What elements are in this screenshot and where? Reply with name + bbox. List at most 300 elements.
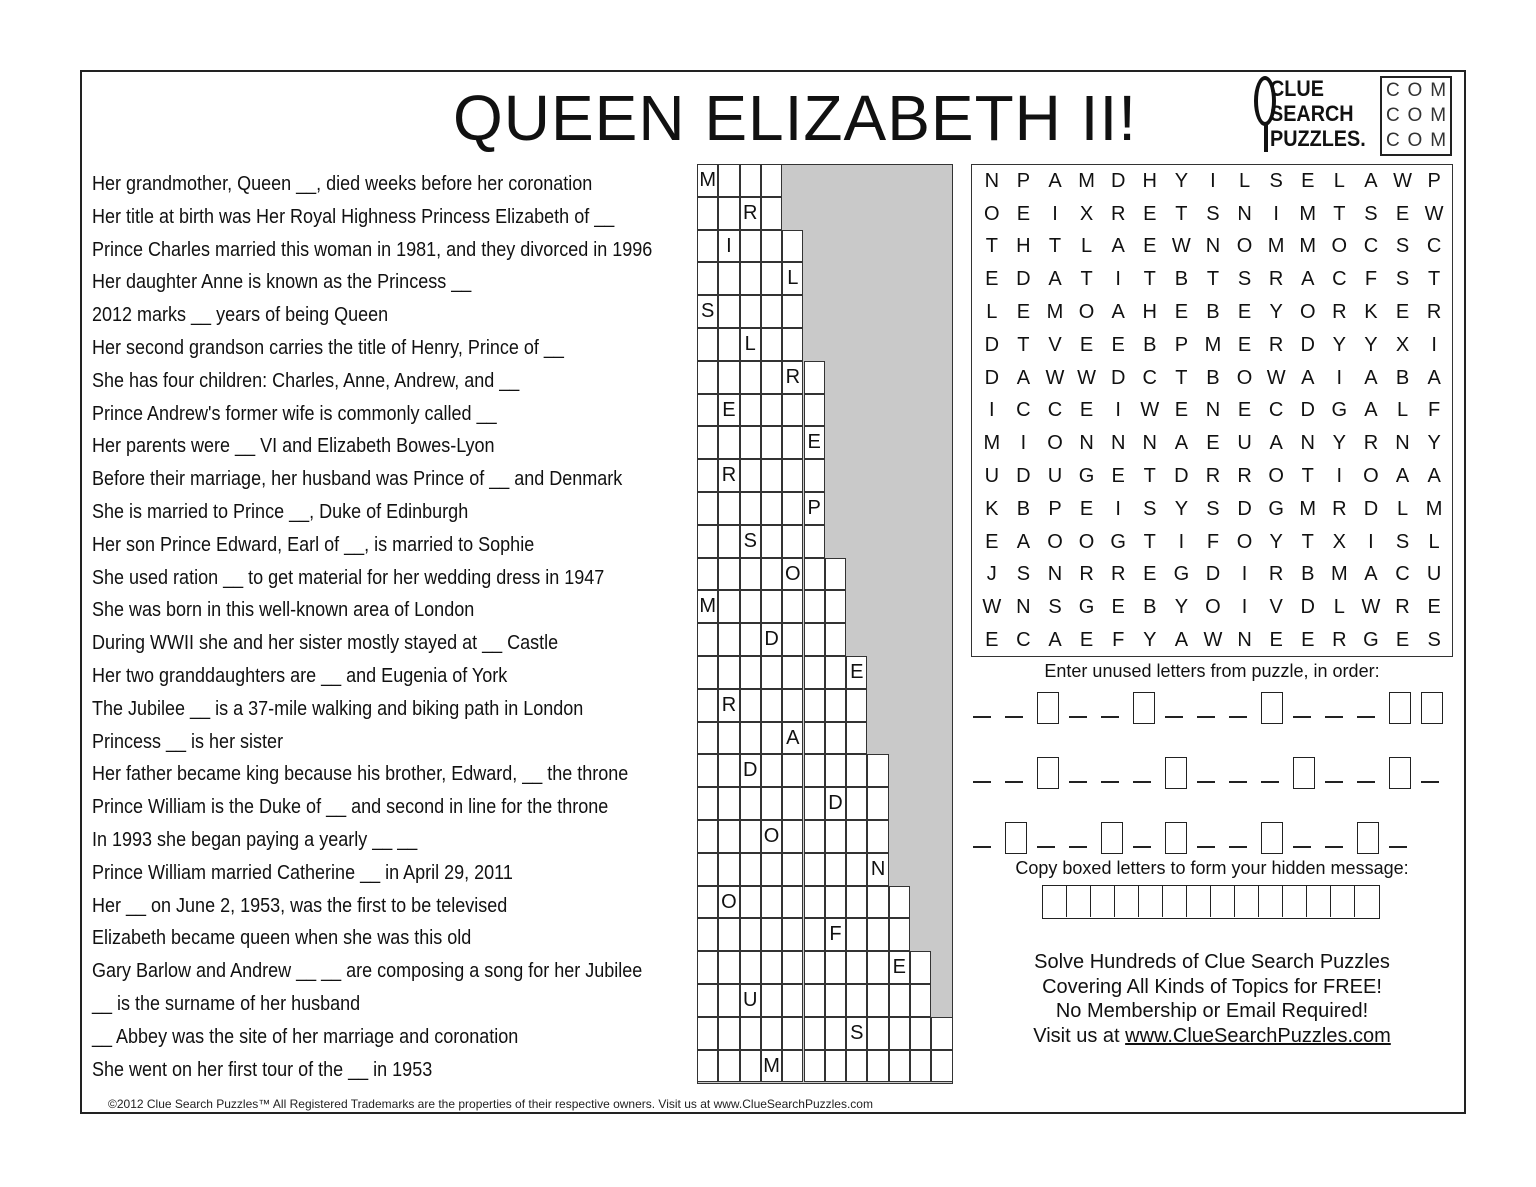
word-search-letter[interactable]: P	[1427, 169, 1441, 192]
word-search-letter[interactable]: E	[1079, 629, 1094, 652]
answer-cell[interactable]	[804, 787, 825, 820]
message-letter-box[interactable]	[1187, 886, 1211, 917]
word-search-letter[interactable]: T	[985, 235, 998, 258]
word-search-letter[interactable]: D	[1237, 497, 1252, 520]
answer-cell[interactable]	[846, 886, 867, 919]
word-search-letter[interactable]: T	[1048, 235, 1062, 258]
answer-cell[interactable]	[867, 918, 888, 951]
answer-cell[interactable]	[697, 918, 718, 951]
answer-cell[interactable]	[910, 1050, 931, 1083]
letter-blank[interactable]	[1197, 846, 1215, 848]
word-search-letter[interactable]: E	[985, 268, 999, 291]
word-search-letter[interactable]: B	[1016, 497, 1031, 520]
answer-cell[interactable]	[697, 262, 718, 295]
message-letter-box[interactable]	[1163, 886, 1187, 917]
word-search-letter[interactable]: E	[1301, 629, 1315, 652]
answer-cell[interactable]	[718, 1050, 739, 1083]
answer-cell[interactable]: R	[718, 459, 739, 492]
boxed-letter-slot[interactable]	[1357, 822, 1379, 854]
answer-cell[interactable]	[782, 951, 803, 984]
letter-blank[interactable]	[1389, 846, 1407, 848]
answer-cell[interactable]	[740, 951, 761, 984]
answer-cell[interactable]	[740, 295, 761, 328]
word-search-letter[interactable]: V	[1269, 596, 1283, 619]
word-search-letter[interactable]: F	[1206, 530, 1220, 553]
boxed-letter-slot[interactable]	[1101, 822, 1123, 854]
answer-cell[interactable]	[889, 918, 910, 951]
letter-blank[interactable]	[1101, 781, 1119, 783]
word-search-letter[interactable]: Y	[1332, 432, 1346, 455]
word-search-letter[interactable]: X	[1332, 530, 1346, 553]
answer-cell[interactable]	[718, 918, 739, 951]
letter-blank[interactable]	[1069, 846, 1087, 848]
word-search-letter[interactable]: T	[1080, 268, 1093, 291]
word-search-letter[interactable]: S	[1395, 235, 1410, 258]
answer-cell[interactable]	[740, 590, 761, 623]
answer-cell[interactable]	[761, 886, 782, 919]
answer-cell[interactable]	[825, 1017, 846, 1050]
answer-cell[interactable]	[740, 689, 761, 722]
word-search-letter[interactable]: P	[1016, 169, 1031, 192]
answer-cell[interactable]	[740, 787, 761, 820]
answer-cell[interactable]: I	[718, 230, 739, 263]
word-search-letter[interactable]: X	[1395, 333, 1410, 356]
answer-cell[interactable]: L	[740, 328, 761, 361]
word-search-letter[interactable]: J	[986, 563, 997, 586]
answer-cell[interactable]	[867, 1050, 888, 1083]
answer-cell[interactable]	[931, 1017, 952, 1050]
answer-cell[interactable]	[825, 754, 846, 787]
word-search-letter[interactable]: C	[1047, 399, 1063, 422]
word-search-letter[interactable]: E	[1016, 202, 1031, 225]
word-search-letter[interactable]: A	[1174, 629, 1189, 652]
answer-cell[interactable]	[697, 722, 718, 755]
word-search-letter[interactable]: B	[1301, 563, 1315, 586]
word-search-letter[interactable]: E	[1143, 202, 1157, 225]
word-search-letter[interactable]: S	[1206, 202, 1220, 225]
answer-cell[interactable]	[740, 492, 761, 525]
word-search-letter[interactable]: K	[1364, 301, 1378, 324]
answer-cell[interactable]	[697, 951, 718, 984]
answer-cell[interactable]	[804, 951, 825, 984]
answer-cell[interactable]	[697, 820, 718, 853]
word-search-letter[interactable]: I	[1336, 465, 1343, 488]
answer-cell[interactable]	[804, 623, 825, 656]
word-search-letter[interactable]: F	[1428, 399, 1441, 422]
answer-cell[interactable]	[718, 426, 739, 459]
answer-cell[interactable]	[782, 853, 803, 886]
answer-cell[interactable]	[697, 984, 718, 1017]
answer-cell[interactable]	[740, 459, 761, 492]
word-search-letter[interactable]: S	[1048, 596, 1062, 619]
answer-cell[interactable]	[718, 754, 739, 787]
answer-cell[interactable]	[804, 525, 825, 558]
boxed-letter-slot[interactable]	[1261, 822, 1283, 854]
word-search-letter[interactable]: L	[1238, 169, 1251, 192]
boxed-letter-slot[interactable]	[1261, 692, 1283, 724]
word-search-letter[interactable]: Y	[1269, 301, 1283, 324]
answer-cell[interactable]: U	[740, 984, 761, 1017]
answer-cell[interactable]	[889, 984, 910, 1017]
word-search-letter[interactable]: U	[1237, 432, 1252, 455]
answer-cell[interactable]	[825, 820, 846, 853]
word-search-letter[interactable]: I	[1115, 497, 1121, 520]
answer-cell[interactable]	[804, 590, 825, 623]
answer-cell[interactable]: P	[804, 492, 825, 525]
word-search-letter[interactable]: D	[1110, 169, 1126, 192]
boxed-letter-slot[interactable]	[1293, 757, 1315, 789]
answer-cell[interactable]	[740, 820, 761, 853]
answer-cell[interactable]	[718, 722, 739, 755]
boxed-letter-slot[interactable]	[1005, 822, 1027, 854]
answer-cell[interactable]	[761, 754, 782, 787]
answer-cell[interactable]	[740, 230, 761, 263]
word-search-letter[interactable]: R	[1237, 465, 1252, 488]
letter-blank[interactable]	[1293, 846, 1311, 848]
answer-cell[interactable]	[740, 918, 761, 951]
word-search-letter[interactable]: O	[1268, 465, 1284, 488]
word-search-letter[interactable]: R	[1268, 333, 1284, 356]
answer-cell[interactable]: S	[697, 295, 718, 328]
answer-cell[interactable]	[697, 886, 718, 919]
word-search-letter[interactable]: E	[1079, 497, 1094, 520]
word-search-letter[interactable]: W	[982, 596, 1002, 619]
answer-cell[interactable]	[761, 558, 782, 591]
word-search-letter[interactable]: O	[1047, 530, 1063, 553]
answer-cell[interactable]: R	[718, 689, 739, 722]
answer-cell[interactable]: N	[867, 853, 888, 886]
answer-cell[interactable]	[761, 394, 782, 427]
word-search-letter[interactable]: E	[1395, 629, 1410, 652]
answer-cell[interactable]	[697, 197, 718, 230]
answer-cell[interactable]	[697, 230, 718, 263]
answer-cell[interactable]	[761, 918, 782, 951]
word-search-letter[interactable]: U	[984, 465, 1000, 488]
answer-cell[interactable]	[804, 689, 825, 722]
answer-cell[interactable]	[718, 295, 739, 328]
word-search-letter[interactable]: I	[1178, 530, 1185, 553]
word-search-letter[interactable]: I	[1020, 432, 1027, 455]
word-search-letter[interactable]: B	[1143, 596, 1157, 619]
word-search-letter[interactable]: D	[1016, 465, 1031, 488]
word-search-letter[interactable]: W	[1203, 629, 1223, 652]
answer-cell[interactable]	[740, 426, 761, 459]
word-search-letter[interactable]: A	[1364, 399, 1378, 422]
word-search-letter[interactable]: T	[1017, 333, 1030, 356]
answer-cell[interactable]	[804, 394, 825, 427]
answer-cell[interactable]	[697, 623, 718, 656]
answer-cell[interactable]	[782, 295, 803, 328]
answer-cell[interactable]	[804, 459, 825, 492]
word-search-letter[interactable]: H	[1142, 301, 1157, 324]
word-search-letter[interactable]: Y	[1427, 432, 1441, 455]
word-search-letter[interactable]: E	[1143, 235, 1157, 258]
answer-cell[interactable]	[697, 689, 718, 722]
word-search-letter[interactable]: F	[1364, 268, 1378, 291]
letter-blank[interactable]	[1101, 716, 1119, 718]
answer-cell[interactable]	[804, 853, 825, 886]
word-search-letter[interactable]: C	[1332, 268, 1347, 291]
word-search-letter[interactable]: B	[1206, 301, 1220, 324]
word-search-letter[interactable]: N	[1079, 432, 1094, 455]
answer-cell[interactable]	[761, 459, 782, 492]
word-search-letter[interactable]: A	[1174, 432, 1189, 455]
message-letter-box[interactable]	[1235, 886, 1259, 917]
answer-cell[interactable]	[825, 1050, 846, 1083]
word-search-letter[interactable]: L	[986, 301, 998, 324]
answer-cell[interactable]	[846, 689, 867, 722]
word-search-letter[interactable]: W	[1140, 399, 1160, 422]
word-search-letter[interactable]: A	[1364, 366, 1378, 389]
answer-cell[interactable]	[846, 918, 867, 951]
word-search-letter[interactable]: Y	[1143, 629, 1157, 652]
word-search-letter[interactable]: A	[1427, 366, 1441, 389]
word-search-letter[interactable]: K	[985, 497, 999, 520]
word-search-letter[interactable]: T	[1143, 268, 1156, 291]
word-search-letter[interactable]: A	[1048, 629, 1062, 652]
word-search-letter[interactable]: N	[1300, 432, 1315, 455]
boxed-letter-slot[interactable]	[1389, 757, 1411, 789]
answer-cell[interactable]	[910, 1017, 931, 1050]
word-search-letter[interactable]: I	[1273, 202, 1279, 225]
word-search-letter[interactable]: E	[1269, 629, 1283, 652]
word-search-letter[interactable]: M	[1330, 563, 1348, 586]
answer-cell[interactable]	[782, 1017, 803, 1050]
answer-cell[interactable]	[718, 525, 739, 558]
answer-cell[interactable]	[825, 886, 846, 919]
letter-blank[interactable]	[1261, 781, 1279, 783]
word-search-letter[interactable]: D	[1300, 333, 1315, 356]
word-search-letter[interactable]: R	[1110, 563, 1126, 586]
word-search-letter[interactable]: I	[1241, 563, 1248, 586]
word-search-letter[interactable]: E	[1427, 596, 1441, 619]
word-search-letter[interactable]: R	[1079, 563, 1094, 586]
letter-blank[interactable]	[973, 846, 991, 848]
word-search-letter[interactable]: R	[1268, 268, 1284, 291]
word-search-letter[interactable]: E	[985, 530, 999, 553]
word-search-letter[interactable]: L	[1333, 596, 1345, 619]
word-search-letter[interactable]: R	[1332, 301, 1347, 324]
word-search-letter[interactable]: O	[1236, 530, 1253, 553]
word-search-letter[interactable]: I	[1336, 366, 1343, 389]
answer-cell[interactable]	[782, 656, 803, 689]
answer-cell[interactable]	[740, 623, 761, 656]
word-search-letter[interactable]: T	[1143, 465, 1156, 488]
answer-cell[interactable]	[846, 853, 867, 886]
answer-cell[interactable]	[761, 984, 782, 1017]
answer-cell[interactable]	[867, 1017, 888, 1050]
answer-cell[interactable]	[761, 722, 782, 755]
word-search-letter[interactable]: C	[1426, 235, 1442, 258]
answer-cell[interactable]	[697, 525, 718, 558]
answer-cell[interactable]	[825, 951, 846, 984]
answer-cell[interactable]	[697, 492, 718, 525]
word-search-letter[interactable]: W	[1361, 596, 1381, 619]
answer-cell[interactable]	[804, 886, 825, 919]
answer-cell[interactable]	[846, 754, 867, 787]
boxed-letter-slot[interactable]	[1037, 692, 1059, 724]
word-search-letter[interactable]: Y	[1332, 333, 1346, 356]
word-search-letter[interactable]: T	[1333, 202, 1346, 225]
answer-cell[interactable]	[740, 1017, 761, 1050]
answer-cell[interactable]	[825, 656, 846, 689]
letter-blank[interactable]	[1037, 846, 1055, 848]
answer-cell[interactable]	[782, 984, 803, 1017]
word-search-letter[interactable]: B	[1174, 268, 1189, 291]
letter-blank[interactable]	[1293, 716, 1311, 718]
answer-cell[interactable]: F	[825, 918, 846, 951]
word-search-letter[interactable]: N	[984, 169, 1000, 192]
answer-cell[interactable]	[825, 558, 846, 591]
word-search-letter[interactable]: G	[1110, 530, 1126, 553]
word-search-letter[interactable]: M	[1078, 169, 1095, 192]
answer-cell[interactable]	[782, 754, 803, 787]
word-search-letter[interactable]: C	[1268, 399, 1284, 422]
word-search-letter[interactable]: H	[1142, 169, 1157, 192]
answer-cell[interactable]	[846, 787, 867, 820]
word-search-letter[interactable]: M	[1299, 235, 1317, 258]
answer-cell[interactable]	[931, 1050, 952, 1083]
word-search-letter[interactable]: F	[1112, 629, 1125, 652]
letter-blank[interactable]	[1069, 716, 1087, 718]
answer-cell[interactable]	[740, 722, 761, 755]
boxed-letter-slot[interactable]	[1165, 822, 1187, 854]
answer-cell[interactable]	[718, 197, 739, 230]
answer-cell[interactable]	[761, 361, 782, 394]
answer-cell[interactable]	[782, 623, 803, 656]
answer-cell[interactable]	[867, 820, 888, 853]
word-search-letter[interactable]: G	[1078, 596, 1095, 619]
letter-blank[interactable]	[973, 781, 991, 783]
word-search-letter[interactable]: N	[1110, 432, 1126, 455]
answer-cell[interactable]	[846, 820, 867, 853]
word-search-letter[interactable]: R	[1110, 202, 1126, 225]
message-letter-box[interactable]	[1091, 886, 1115, 917]
answer-cell[interactable]	[804, 1050, 825, 1083]
word-search-letter[interactable]: C	[1395, 563, 1410, 586]
answer-cell[interactable]	[782, 590, 803, 623]
answer-cell[interactable]: R	[782, 361, 803, 394]
answer-cell[interactable]	[740, 656, 761, 689]
letter-blank[interactable]	[1197, 716, 1215, 718]
letter-blank[interactable]	[1421, 781, 1439, 783]
answer-cell[interactable]	[867, 787, 888, 820]
answer-cell[interactable]: E	[846, 656, 867, 689]
word-search-letter[interactable]: I	[1052, 202, 1058, 225]
answer-cell[interactable]	[740, 164, 761, 197]
word-search-letter[interactable]: T	[1428, 268, 1441, 291]
answer-cell[interactable]	[804, 558, 825, 591]
answer-cell[interactable]	[867, 984, 888, 1017]
answer-cell[interactable]	[697, 787, 718, 820]
word-search-letter[interactable]: A	[1395, 465, 1410, 488]
message-letter-box[interactable]	[1283, 886, 1307, 917]
answer-cell[interactable]	[718, 492, 739, 525]
answer-cell[interactable]	[804, 918, 825, 951]
word-search-letter[interactable]: Y	[1174, 169, 1189, 192]
answer-cell[interactable]: D	[825, 787, 846, 820]
message-letter-box[interactable]	[1355, 886, 1379, 917]
answer-cell[interactable]	[697, 754, 718, 787]
answer-cell[interactable]	[740, 394, 761, 427]
word-search-letter[interactable]: L	[1428, 530, 1440, 553]
boxed-letter-slot[interactable]	[1421, 692, 1443, 724]
word-search-letter[interactable]: W	[1077, 366, 1097, 389]
answer-cell[interactable]	[846, 951, 867, 984]
word-search-letter[interactable]: R	[1332, 497, 1347, 520]
word-search-letter[interactable]: E	[1079, 399, 1094, 422]
answer-cell[interactable]	[825, 984, 846, 1017]
word-search-letter[interactable]: A	[1111, 235, 1125, 258]
word-search-letter[interactable]: O	[984, 202, 1000, 225]
message-letter-box[interactable]	[1043, 886, 1067, 917]
answer-cell[interactable]: E	[804, 426, 825, 459]
word-search-letter[interactable]: R	[1332, 629, 1347, 652]
answer-cell[interactable]	[804, 656, 825, 689]
letter-blank[interactable]	[973, 716, 991, 718]
word-search-letter[interactable]: M	[1299, 497, 1317, 520]
answer-cell[interactable]	[697, 426, 718, 459]
word-search-letter[interactable]: S	[1269, 169, 1283, 192]
answer-cell[interactable]	[718, 262, 739, 295]
letter-blank[interactable]	[1133, 846, 1151, 848]
word-search-letter[interactable]: N	[1205, 235, 1221, 258]
word-search-letter[interactable]: G	[1268, 497, 1284, 520]
word-search-letter[interactable]: D	[1016, 268, 1031, 291]
letter-blank[interactable]	[1357, 716, 1375, 718]
word-search-letter[interactable]: G	[1078, 465, 1095, 488]
word-search-letter[interactable]: I	[1241, 596, 1248, 619]
answer-cell[interactable]	[740, 853, 761, 886]
word-search-letter[interactable]: O	[1236, 235, 1253, 258]
word-search-letter[interactable]: E	[1301, 169, 1315, 192]
boxed-letter-slot[interactable]	[1389, 692, 1411, 724]
word-search-letter[interactable]: E	[985, 629, 999, 652]
word-search-letter[interactable]: S	[1395, 530, 1410, 553]
word-search-letter[interactable]: V	[1048, 333, 1062, 356]
word-search-letter[interactable]: G	[1363, 629, 1379, 652]
answer-cell[interactable]	[740, 262, 761, 295]
answer-cell[interactable]	[804, 722, 825, 755]
word-search-letter[interactable]: A	[1016, 530, 1031, 553]
word-search-letter[interactable]: S	[1206, 497, 1220, 520]
answer-cell[interactable]: M	[697, 164, 718, 197]
word-search-letter[interactable]: E	[1174, 301, 1189, 324]
word-search-letter[interactable]: A	[1427, 465, 1441, 488]
letter-blank[interactable]	[1325, 781, 1343, 783]
word-search-letter[interactable]: I	[989, 399, 995, 422]
answer-cell[interactable]	[761, 262, 782, 295]
answer-cell[interactable]	[825, 689, 846, 722]
answer-cell[interactable]	[718, 853, 739, 886]
word-search-letter[interactable]: N	[1205, 399, 1221, 422]
answer-cell[interactable]	[761, 689, 782, 722]
word-search-letter[interactable]: D	[1300, 596, 1315, 619]
word-search-letter[interactable]: A	[1301, 268, 1315, 291]
word-search-letter[interactable]: L	[1396, 399, 1409, 422]
answer-cell[interactable]: E	[889, 951, 910, 984]
word-search-letter[interactable]: N	[1142, 432, 1157, 455]
word-search-letter[interactable]: Y	[1269, 530, 1283, 553]
answer-cell[interactable]	[782, 787, 803, 820]
word-search-letter[interactable]: U	[1047, 465, 1063, 488]
boxed-letter-slot[interactable]	[1037, 757, 1059, 789]
answer-cell[interactable]	[761, 164, 782, 197]
word-search-letter[interactable]: L	[1081, 235, 1093, 258]
answer-cell[interactable]	[761, 426, 782, 459]
word-search-letter[interactable]: A	[1269, 432, 1283, 455]
message-letter-box[interactable]	[1307, 886, 1331, 917]
